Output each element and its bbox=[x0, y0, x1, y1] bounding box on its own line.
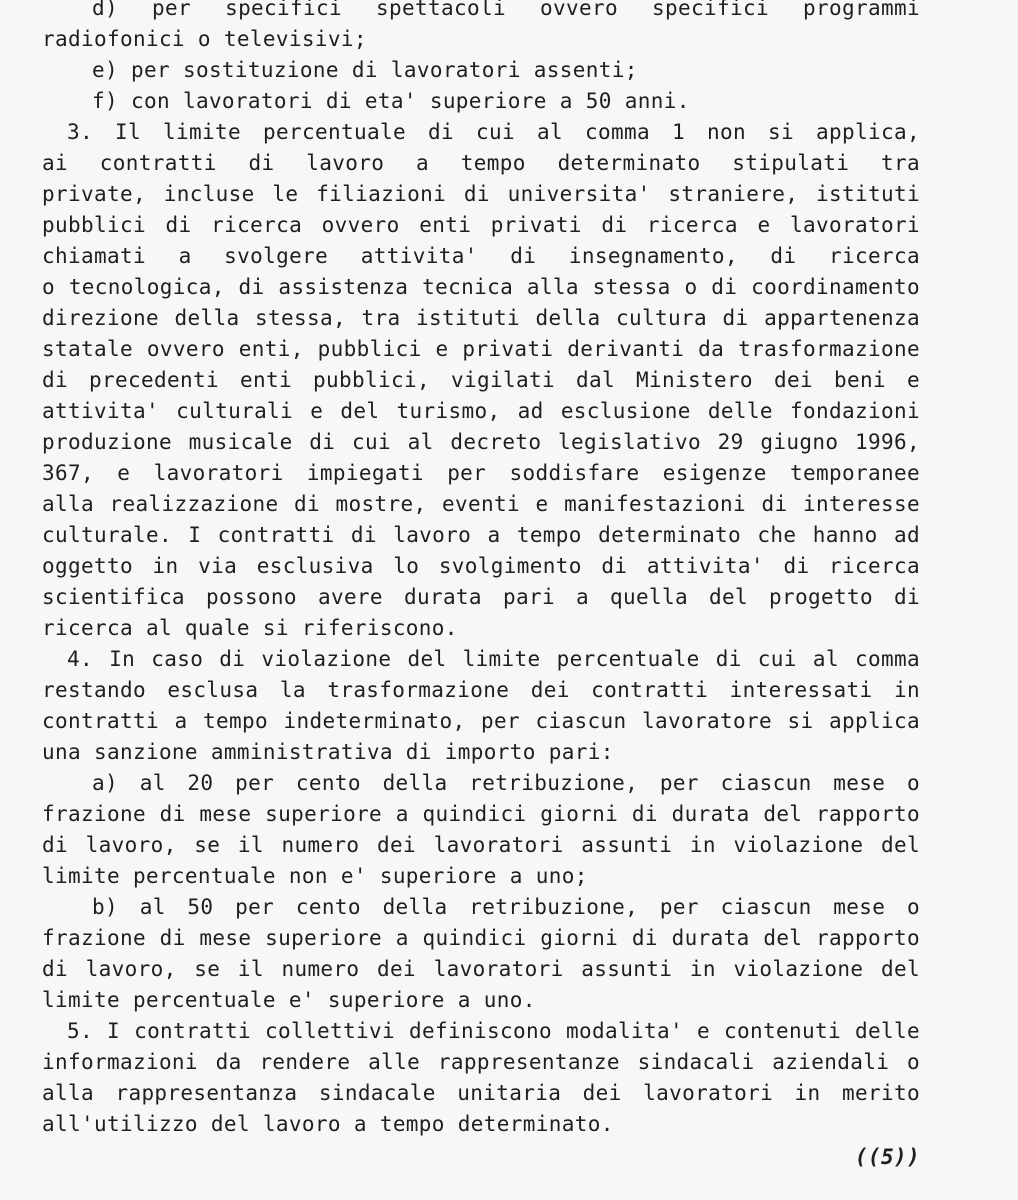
text-line: statale ovvero enti, pubblici e privati derivanti da trasformazione bbox=[42, 337, 920, 361]
text-line: alla rappresentanza sindacale unitaria dei lavoratori in merito bbox=[42, 1081, 920, 1105]
document-body bbox=[42, 0, 920, 1173]
text-line: d) per specifici spettacoli ovvero specifici programmi bbox=[92, 0, 920, 20]
text-line: produzione musicale di cui al decreto legislativo 29 giugno 1996, bbox=[42, 430, 920, 454]
text-line: frazione di mese superiore a quindici giorni di durata del rapporto bbox=[42, 802, 920, 826]
text-line: una sanzione amministrativa di importo pari: bbox=[42, 740, 614, 764]
text-line: 4. In caso di violazione del limite percentuale di cui al comma bbox=[67, 647, 920, 671]
text-line: scientifica possono avere durata pari a quella del progetto di bbox=[42, 585, 920, 609]
text-line: private, incluse le filiazioni di universita' straniere, istituti bbox=[42, 182, 920, 206]
text-line: contratti a tempo indeterminato, per ciascun lavoratore si applica bbox=[42, 709, 920, 733]
text-line: ai contratti di lavoro a tempo determinato stipulati tra bbox=[42, 151, 920, 175]
text-line: e) per sostituzione di lavoratori assenti; bbox=[92, 58, 638, 82]
text-line: attivita' culturali e del turismo, ad esclusione delle fondazioni bbox=[42, 399, 920, 423]
text-line: 367, e lavoratori impiegati per soddisfare esigenze temporanee bbox=[42, 461, 920, 485]
text-line: ricerca al quale si riferiscono. bbox=[42, 616, 458, 640]
text-line: a) al 20 per cento della retribuzione, per ciascun mese o bbox=[92, 771, 920, 795]
text-line: di lavoro, se il numero dei lavoratori assunti in violazione del bbox=[42, 833, 920, 857]
text-line: f) con lavoratori di eta' superiore a 50 anni. bbox=[92, 89, 690, 113]
text-line: di precedenti enti pubblici, vigilati dal Ministero dei beni e bbox=[42, 368, 920, 392]
text-line: alla realizzazione di mostre, eventi e manifestazioni di interesse bbox=[42, 492, 920, 516]
text-line: o tecnologica, di assistenza tecnica alla stessa o di coordinamento bbox=[42, 275, 920, 299]
text-line: 5. I contratti collettivi definiscono modalita' e contenuti delle bbox=[67, 1019, 920, 1043]
text-line: di lavoro, se il numero dei lavoratori assunti in violazione del bbox=[42, 957, 920, 981]
text-line: restando esclusa la trasformazione dei contratti interessati in bbox=[42, 678, 920, 702]
text-line: b) al 50 per cento della retribuzione, per ciascun mese o bbox=[92, 895, 920, 919]
text-line: culturale. I contratti di lavoro a tempo determinato che hanno ad bbox=[42, 523, 920, 547]
text-line: all'utilizzo del lavoro a tempo determinato. bbox=[42, 1112, 614, 1136]
text-line: oggetto in via esclusiva lo svolgimento di attivita' di ricerca bbox=[42, 554, 920, 578]
text-line: radiofonici o televisivi; bbox=[42, 27, 367, 51]
text-line: frazione di mese superiore a quindici giorni di durata del rapporto bbox=[42, 926, 920, 950]
text-line: informazioni da rendere alle rappresentanze sindacali aziendali o bbox=[42, 1050, 920, 1074]
text-line: chiamati a svolgere attivita' di insegnamento, di ricerca bbox=[42, 244, 920, 268]
text-line: limite percentuale non e' superiore a uno; bbox=[42, 864, 588, 888]
text-line: limite percentuale e' superiore a uno. bbox=[42, 988, 536, 1012]
text-line: 3. Il limite percentuale di cui al comma 1 non si applica, bbox=[67, 120, 920, 144]
reference-note: ((5)) bbox=[855, 1145, 920, 1169]
text-line: pubblici di ricerca ovvero enti privati di ricerca e lavoratori bbox=[42, 213, 920, 237]
text-line: direzione della stessa, tra istituti della cultura di appartenenza bbox=[42, 306, 920, 330]
